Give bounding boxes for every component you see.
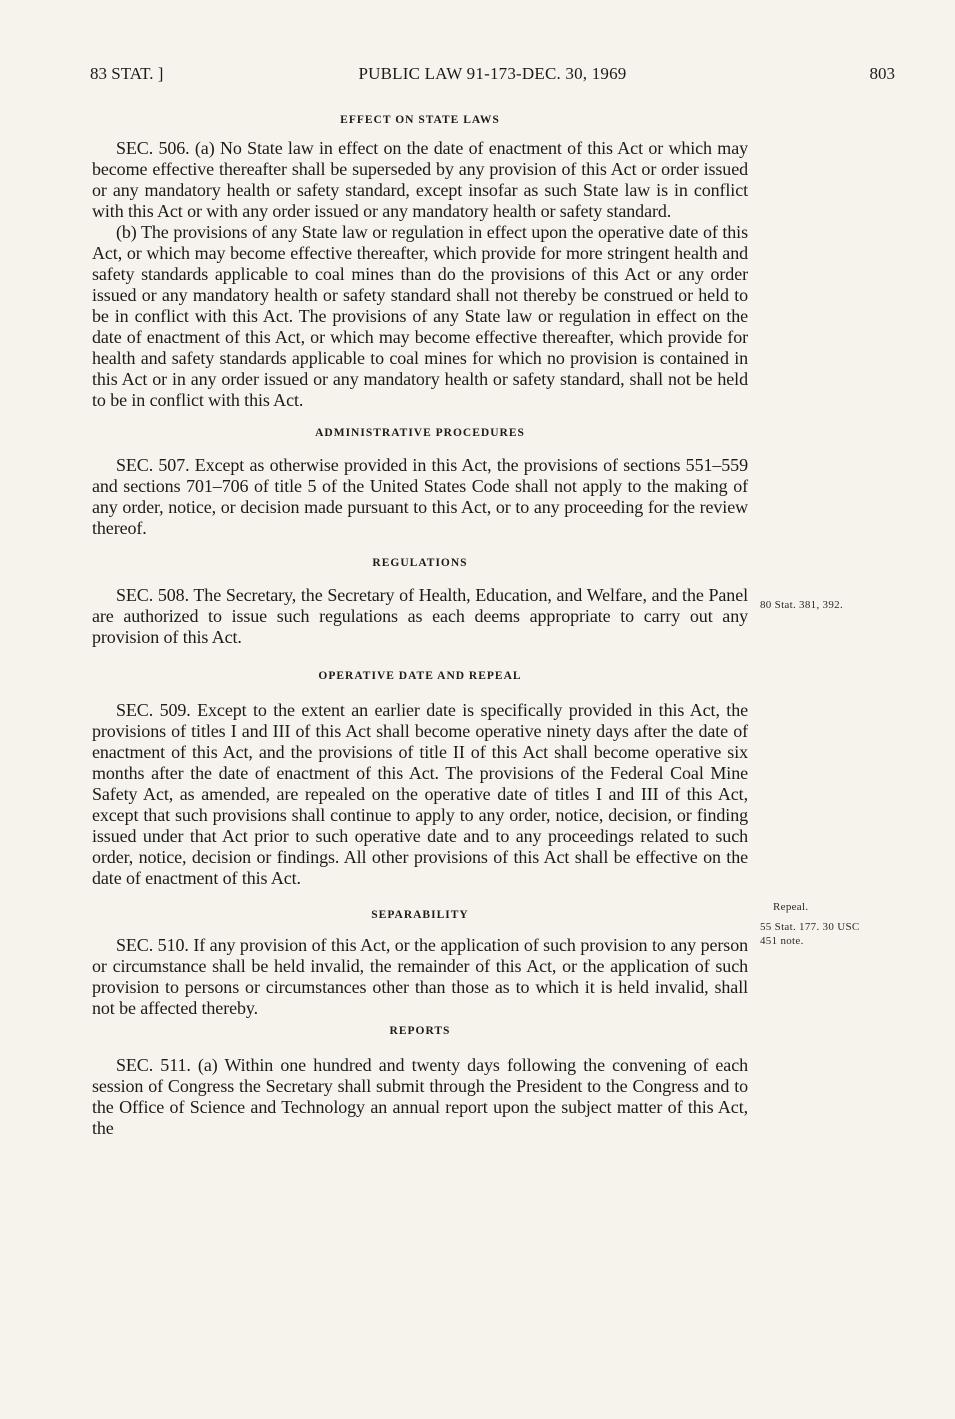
sec-506-b: (b) The provisions of any State law or regulation in effect upon the operative date of this Act, or which may become effective thereafter, which provide for more stringent health and safety standards applicable to coal mines than do the provisions of this Act or any order issued or any mandatory health or safety standard shall not thereby be construed or held to be in conflict with this Act. The provisions of any State law or regulation in effect on the date of enactment of this Act, or which may become effective thereafter, which provide for health and safety standards applicable to coal mines for which no provision is contained in this Act or in any order issued or any mandatory health or safety standard, shall not be held to be in conflict with this Act.	[92, 222, 748, 410]
sec-510: SEC. 510. If any provision of this Act, or the application of such provision to any person or circumstance shall be held invalid, the remainder of this Act, or the application of such provision to persons or circumstances other than those as to which it is held invalid, shall not be affected thereby.	[92, 935, 748, 1018]
header-volume: 83 STAT. ]	[90, 64, 164, 83]
sec-507: SEC. 507. Except as otherwise provided in this Act, the provisions of sections 551–559 and sections 701–706 of title 5 of the United States Code shall not apply to the making of any order, notice, or decision made pursuant to this Act, or to any proceeding for the review thereof.	[92, 455, 748, 538]
margin-note-80-stat: 80 Stat. 381, 392.	[760, 599, 844, 611]
body-text	[92, 110, 748, 1139]
page-number: 803	[869, 64, 895, 83]
heading-separability: SEPARABILITY	[371, 909, 469, 921]
margin-note-55-stat: 55 Stat. 177. 30 USC 451 note.	[760, 921, 860, 947]
heading-effect-on-state-laws: EFFECT ON STATE LAWS	[340, 114, 500, 126]
heading-regulations: REGULATIONS	[372, 557, 468, 569]
sec-506-a: SEC. 506. (a) No State law in effect on the date of enactment of this Act or which may become effective thereafter shall be superseded by any provision of this Act or order issued or any mandatory health or safety standard, except insofar as such State law is in conflict with this Act or with any order issued or any mandatory health or safety standard.	[92, 138, 748, 221]
heading-operative-date-and-repeal: OPERATIVE DATE AND REPEAL	[318, 670, 522, 682]
page-header	[90, 64, 895, 90]
header-title: PUBLIC LAW 91-173-DEC. 30, 1969	[358, 64, 627, 83]
heading-reports: REPORTS	[389, 1025, 451, 1037]
sec-511-a: SEC. 511. (a) Within one hundred and twenty days following the convening of each session of Congress the Secretary shall submit through the President to the Congress and to the Office of Science and Technology an annual report upon the subject matter of this Act, the	[92, 1055, 748, 1138]
margin-note-repeal: Repeal.	[773, 901, 809, 913]
heading-administrative-procedures: ADMINISTRATIVE PROCEDURES	[315, 427, 525, 439]
sec-509: SEC. 509. Except to the extent an earlier date is specifically provided in this Act, the provisions of titles I and III of this Act shall become operative ninety days after the date of enactment of this Act, and the provisions of title II of this Act shall become operative six months after the date of enactment of this Act. The provisions of the Federal Coal Mine Safety Act, as amended, are repealed on the operative date of titles I and III of this Act, except that such provisions shall continue to apply to any order, notice, decision, or finding issued under that Act prior to such operative date and to any proceedings related to such order, notice, decision or findings. All other provisions of this Act shall be effective on the date of enactment of this Act.	[92, 700, 748, 888]
sec-508: SEC. 508. The Secretary, the Secretary of Health, Education, and Welfare, and the Panel are authorized to issue such regulations as each deems appropriate to carry out any provision of this Act.	[92, 585, 748, 647]
